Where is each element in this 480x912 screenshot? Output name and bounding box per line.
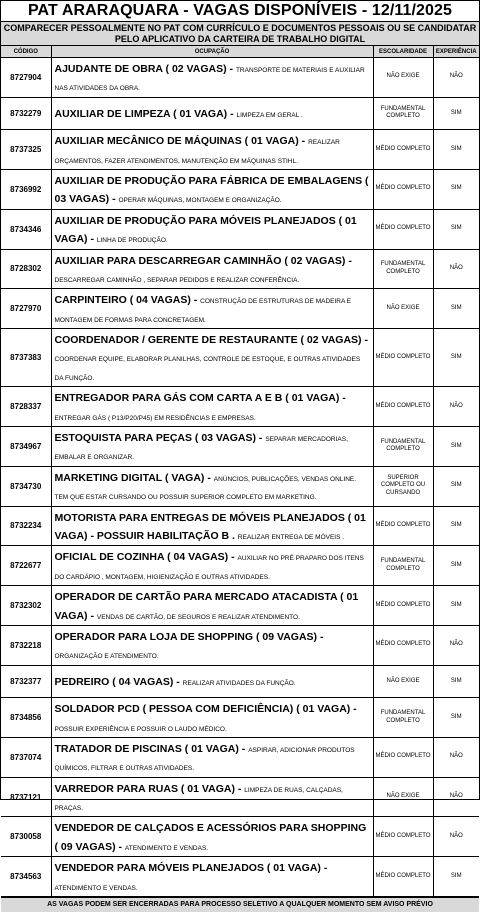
header-occupation: OCUPAÇÃO [51, 46, 373, 58]
job-title: ESTOQUISTA PARA PEÇAS ( 03 VAGAS) - [54, 432, 266, 445]
job-experience: SIM [433, 506, 479, 546]
job-title: SOLDADOR PCD ( PESSOA COM DEFICIÊNCIA) ( 01 VAGA) - [54, 703, 357, 716]
job-code: 8727904 [1, 58, 51, 98]
job-experience: NÃO [433, 777, 479, 817]
job-occupation [51, 169, 373, 209]
job-title: MOTORISTA PARA ENTREGAS DE MÓVEIS PLANEJADOS ( 01 VAGA) - POSSUIR HABILITAÇÃO B . [54, 511, 366, 542]
job-occupation [51, 130, 373, 170]
job-education: FUNDAMENTAL COMPLETO [373, 249, 433, 289]
instructions [1, 22, 479, 46]
job-code: 8734563 [1, 857, 51, 897]
job-occupation [51, 466, 373, 506]
job-description: ATENDIMENTO E VENDAS. [54, 884, 138, 892]
job-occupation [51, 857, 373, 897]
job-title: OPERADOR DE CARTÃO PARA MERCADO ATACADISTA ( 01 VAGA) - [54, 591, 359, 622]
table-row [1, 58, 479, 98]
job-description: LIMPEZA EM GERAL . [236, 112, 303, 120]
job-description: REALIZAR ENTREGA DE MÓVEIS . [237, 533, 345, 541]
job-education: MÉDIO COMPLETO [373, 209, 433, 249]
job-title: MARKETING DIGITAL ( VAGA) - [54, 471, 214, 484]
job-experience: SIM [433, 857, 479, 897]
job-education: NÃO EXIGE [373, 58, 433, 98]
table-row [1, 427, 479, 467]
job-title: VARREDOR PARA RUAS ( 01 VAGA) - [54, 782, 245, 795]
table-row [1, 169, 479, 209]
job-education: FUNDAMENTAL COMPLETO [373, 427, 433, 467]
job-code: 8732302 [1, 586, 51, 626]
footer-notice: AS VAGAS PODEM SER ENCERRADAS PARA PROCESSO SELETIVO A QUALQUER MOMENTO SEM AVISO PRÉVIO [1, 897, 479, 912]
job-experience: SIM [433, 97, 479, 129]
job-occupation [51, 817, 373, 857]
table-row [1, 546, 479, 586]
job-title: AUXILIAR DE PRODUÇÃO PARA FÁBRICA DE EMBALAGENS ( 03 VAGAS) - [54, 174, 369, 206]
table-row [1, 817, 479, 857]
table-row [1, 97, 479, 129]
job-title: PEDREIRO ( 04 VAGAS) - [54, 676, 183, 689]
job-title: AUXILIAR DE LIMPEZA ( 01 VAGA) - [54, 108, 237, 121]
job-code: 8732279 [1, 97, 51, 129]
job-code: 8734967 [1, 427, 51, 467]
job-occupation [51, 698, 373, 738]
jobs-table [1, 46, 479, 897]
table-row [1, 249, 479, 289]
job-occupation [51, 209, 373, 249]
table-row [1, 209, 479, 249]
table-row [1, 625, 479, 665]
job-title: TRATADOR DE PISCINAS ( 01 VAGA) - [54, 742, 249, 755]
table-row [1, 387, 479, 427]
job-description: ATENDIMENTO E VENDAS. [124, 844, 209, 852]
table-row [1, 466, 479, 506]
job-education: FUNDAMENTAL COMPLETO [373, 698, 433, 738]
job-education: NÃO EXIGE [373, 665, 433, 697]
job-education: MÉDIO COMPLETO [373, 169, 433, 209]
job-description: LIMPEZA DE RUAS, CALÇADAS, PRAÇAS. [54, 786, 343, 813]
job-title: VENDEDOR DE CALÇADOS E ACESSÓRIOS PARA SHOPPING ( 09 VAGAS) - [54, 822, 367, 853]
job-description: CONSTRUÇÃO DE ESTRUTURAS DE MADEIRA E MONTAGEM DE FORMAS PARA CONCRETAGEM. [54, 298, 352, 324]
job-experience: SIM [433, 698, 479, 738]
table-row [1, 329, 479, 387]
job-education: FUNDAMENTAL COMPLETO [373, 97, 433, 129]
job-education: MÉDIO COMPLETO [373, 625, 433, 665]
job-description: COORDENAR EQUIPE, ELABORAR PLANILHAS, CONTROLE DE ESTOQUE, E OUTRAS ATIVIDADES DA FUNÇÃO. [54, 356, 361, 382]
job-code: 8736992 [1, 169, 51, 209]
job-title: AJUDANTE DE OBRA ( 02 VAGAS) - [54, 63, 236, 75]
job-experience: SIM [433, 586, 479, 626]
job-experience: NÃO [433, 387, 479, 427]
job-code: 8728302 [1, 249, 51, 289]
job-code: 8737383 [1, 329, 51, 387]
job-description: ORGANIZAÇÃO E ATENDIMENTO. [54, 653, 159, 661]
job-code: 8722677 [1, 546, 51, 586]
header-education: ESCOLARIDADE [373, 46, 433, 58]
job-experience: SIM [433, 130, 479, 170]
job-education: MÉDIO COMPLETO [373, 737, 433, 777]
table-row [1, 737, 479, 777]
job-occupation [51, 777, 373, 817]
job-description: REALIZAR ORÇAMENTOS, FAZER ATENDIMENTOS, MANUTENÇÃO EM MÁQUINAS STIHL. [54, 139, 340, 165]
job-description: OPERAR MÁQUINAS, MONTAGEM E ORGANIZAÇÃO. [118, 197, 282, 205]
job-description: DESCARREGAR CAMINHÃO , SEPARAR PEDIDOS E REALIZAR CONFERÊNCIA. [54, 276, 300, 284]
table-row [1, 777, 479, 817]
job-title: CARPINTEIRO ( 04 VAGAS) - [54, 294, 201, 307]
job-title: AUXILIAR PARA DESCARREGAR CAMINHÃO ( 02 VAGAS) - [54, 254, 352, 267]
job-occupation [51, 289, 373, 329]
job-title: VENDEDOR PARA MÓVEIS PLANEJADOS ( 01 VAGA) - [54, 862, 328, 875]
job-occupation [51, 329, 373, 387]
job-description: LINHA DE PRODUÇÃO. [96, 237, 168, 245]
job-experience: SIM [433, 546, 479, 586]
job-experience: SIM [433, 427, 479, 467]
job-description: ENTREGAR GÁS ( P13/P20/P45) EM RESIDÊNCIAS E EMPRESAS. [54, 414, 256, 422]
job-occupation [51, 97, 373, 129]
table-row [1, 698, 479, 738]
job-experience: SIM [433, 289, 479, 329]
job-experience: NÃO [433, 625, 479, 665]
job-code: 8737121 [1, 777, 51, 817]
job-code: 8734346 [1, 209, 51, 249]
job-occupation [51, 586, 373, 626]
job-occupation [51, 546, 373, 586]
job-code: 8734730 [1, 466, 51, 506]
job-code: 8734856 [1, 698, 51, 738]
job-experience: NÃO [433, 58, 479, 98]
job-description: ANÚNCIOS, PUBLICAÇÕES, VENDAS ONLINE. TEM QUE ESTAR CURSANDO OU POSSUIR SUPERIOR COMPLETO EM MARKETING. [54, 475, 357, 502]
instructions-line-1: COMPARECER PESSOALMENTE NO PAT COM CURRÍCULO E DOCUMENTOS PESSOAIS OU SE CANDIDATAR [3, 23, 477, 33]
job-code: 8737074 [1, 737, 51, 777]
job-occupation [51, 625, 373, 665]
job-title: ENTREGADOR PARA GÁS COM CARTA A E B ( 01 VAGA) - [54, 392, 346, 405]
job-experience: SIM [433, 665, 479, 697]
job-experience: NÃO [433, 737, 479, 777]
table-row [1, 289, 479, 329]
job-education: MÉDIO COMPLETO [373, 857, 433, 897]
job-education: NÃO EXIGE [373, 289, 433, 329]
job-code: 8732377 [1, 665, 51, 697]
job-occupation [51, 427, 373, 467]
header-experience: EXPERIÊNCIA [433, 46, 479, 58]
job-education: MÉDIO COMPLETO [373, 506, 433, 546]
job-experience: SIM [433, 209, 479, 249]
job-description: TRANSPORTE DE MATERIAIS E AUXILIAR NAS ATIVIDADES DA OBRA. [54, 67, 365, 93]
job-education: FUNDAMENTAL COMPLETO [373, 546, 433, 586]
job-code: 8737325 [1, 130, 51, 170]
job-experience: SIM [433, 169, 479, 209]
job-description: ASPIRAR, ADICIONAR PRODUTOS QUÍMICOS, FILTRAR E OUTRAS ATIVIDADES. [54, 746, 355, 773]
instructions-line-2: PELO APLICATIVO DA CARTEIRA DE TRABALHO DIGITAL [114, 34, 366, 44]
table-header-row [1, 46, 479, 58]
table-row [1, 665, 479, 697]
job-occupation [51, 249, 373, 289]
job-code: 8728337 [1, 387, 51, 427]
job-title: OPERADOR PARA LOJA DE SHOPPING ( 09 VAGAS) - [54, 630, 324, 643]
job-code: 8730058 [1, 817, 51, 857]
job-occupation [51, 58, 373, 98]
job-description: VENDAS DE CARTÃO, DE SEGUROS E REALIZAR ATENDIMENTO. [96, 613, 300, 621]
job-title: OFICIAL DE COZINHA ( 04 VAGAS) - [54, 551, 238, 564]
table-row [1, 586, 479, 626]
job-title: COORDENADOR / GERENTE DE RESTAURANTE ( 02 VAGAS) - [54, 334, 368, 347]
job-occupation [51, 387, 373, 427]
job-education: MÉDIO COMPLETO [373, 130, 433, 170]
job-code: 8732218 [1, 625, 51, 665]
job-title: AUXILIAR MECÂNICO DE MÁQUINAS ( 01 VAGA) - [54, 135, 309, 148]
job-description: SEPARAR MERCADORIAS, EMBALAR E ORGANIZAR. [54, 436, 348, 462]
job-occupation [51, 665, 373, 697]
job-education: MÉDIO COMPLETO [373, 586, 433, 626]
job-experience: SIM [433, 329, 479, 387]
job-experience: NÃO [433, 249, 479, 289]
job-description: REALIZAR ATIVIDADES DA FUNÇÃO. [182, 680, 296, 688]
job-code: 8727970 [1, 289, 51, 329]
job-description: AUXILIAR NO PRÉ PRAPARO DOS ITENS DO CARDÁPIO , MONTAGEM, HIGIENIZAÇÃO E OUTRAS ATIVIDADES. [54, 555, 364, 581]
table-row [1, 130, 479, 170]
job-education: MÉDIO COMPLETO [373, 329, 433, 387]
job-occupation [51, 506, 373, 546]
job-occupation [51, 737, 373, 777]
job-education: MÉDIO COMPLETO [373, 387, 433, 427]
job-title: AUXILIAR DE PRODUÇÃO PARA MÓVEIS PLANEJADOS ( 01 VAGA) - [54, 214, 357, 246]
job-experience: NÃO [433, 817, 479, 857]
table-row [1, 506, 479, 546]
job-education: NÃO EXIGE [373, 777, 433, 817]
header-code: CÓDIGO [1, 46, 51, 58]
job-experience: SIM [433, 466, 479, 506]
job-education: SUPERIOR COMPLETO OU CURSANDO [373, 466, 433, 506]
job-code: 8732234 [1, 506, 51, 546]
job-description: POSSUIR EXPERIÊNCIA E POSSUIR O LAUDO MÉDICO. [54, 725, 227, 733]
jobs-table-body [1, 58, 479, 897]
page-title: PAT ARARAQUARA - VAGAS DISPONÍVEIS - 12/11/2025 [1, 1, 479, 22]
table-row [1, 857, 479, 897]
job-education: MÉDIO COMPLETO [373, 817, 433, 857]
